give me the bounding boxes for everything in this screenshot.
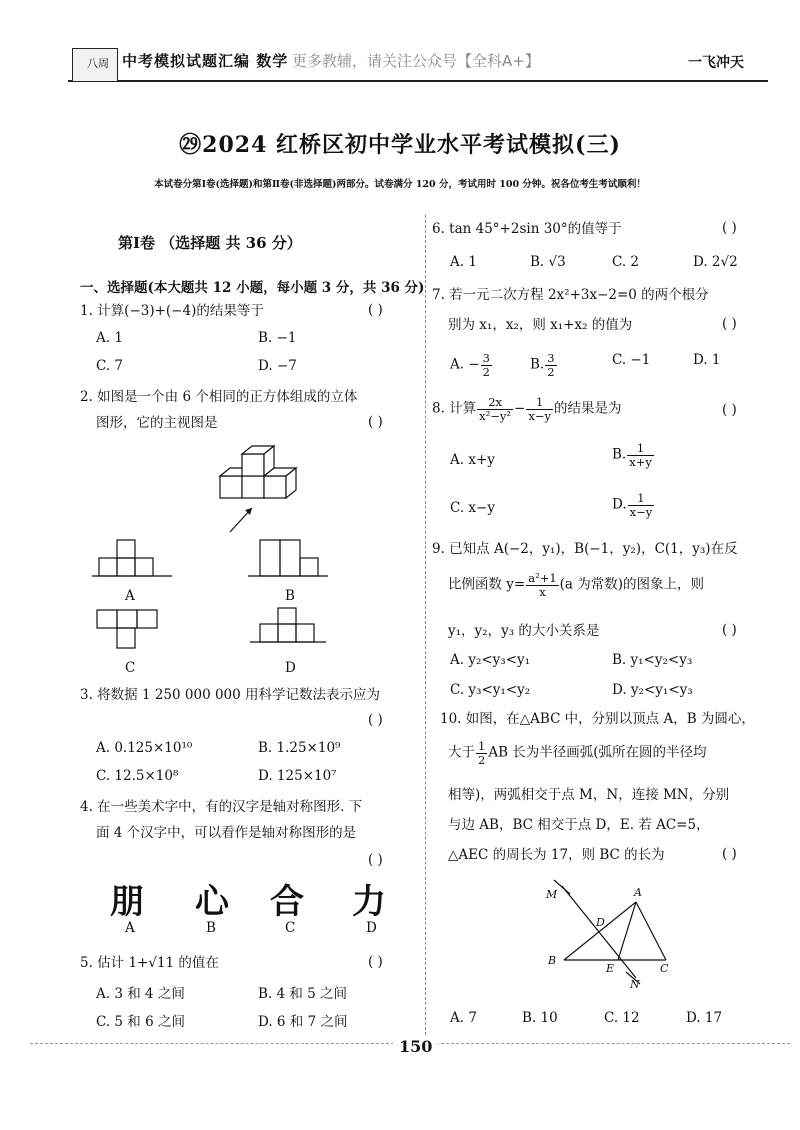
- q2-option-d-figure: [250, 606, 340, 656]
- point-m-label: M: [546, 888, 558, 901]
- q3-option-c: C. 12.5×10⁸: [96, 768, 179, 784]
- q1-option-d: D. −7: [258, 358, 297, 374]
- q9-stem2-prefix: 比例函数 y=: [448, 576, 526, 593]
- q8-d-fraction: [628, 492, 655, 518]
- header-series-title: 中考模拟试题汇编 数学: [122, 52, 289, 70]
- q8-f1-num: 2x: [477, 396, 513, 410]
- q8-b-prefix: B.: [612, 446, 627, 463]
- q6-option-c: C. 2: [612, 254, 640, 270]
- q7-a-den: 2: [482, 364, 490, 379]
- q5-stem: 5. 估计 1+√11 的值在: [80, 955, 219, 971]
- q3-option-b: B. 1.25×10⁹: [258, 740, 341, 756]
- header-brand: 一飞冲天: [688, 55, 744, 71]
- q1-bracket: ( ): [368, 302, 383, 318]
- page-number: 150: [393, 1037, 438, 1056]
- q10-f-num: 1: [478, 739, 486, 753]
- q2-option-a-figure: [92, 538, 182, 586]
- q8-option-d: [612, 492, 655, 518]
- q9-stem-line2: [448, 572, 704, 598]
- q2-label-a: A: [125, 588, 135, 604]
- q9-option-a: A. y₂<y₃<y₁: [450, 652, 531, 668]
- q10-stem2-suffix: AB 长为半径画弧(弧所在圆的半径均: [488, 744, 707, 761]
- q6-stem: 6. tan 45°+2sin 30°的值等于: [432, 221, 622, 237]
- q10-fraction: [476, 740, 487, 766]
- q9-option-b: B. y₁<y₂<y₃: [612, 652, 693, 668]
- q10-bracket: ( ): [722, 846, 737, 862]
- q10-stem-line1: 10. 如图，在△ABC 中，分别以顶点 A，B 为圆心，: [440, 711, 755, 727]
- q2-option-b-figure: [248, 538, 338, 586]
- header-promo: 更多教辅，请关注公众号【全科A+】: [292, 52, 540, 70]
- q10-stem-line5: △AEC 的周长为 17，则 BC 的长为: [448, 847, 665, 863]
- q8-b-den: x+y: [629, 454, 652, 469]
- q1-option-c: C. 7: [96, 358, 124, 374]
- q10-option-a: A. 7: [450, 1010, 477, 1026]
- q4-label-c: C: [285, 920, 296, 936]
- q7-option-c: C. −1: [612, 352, 651, 368]
- q8-b-num: 1: [627, 442, 654, 456]
- q10-option-d: D. 17: [686, 1010, 723, 1026]
- q8-prefix: 8. 计算: [432, 400, 477, 417]
- q4-char-c: 合: [270, 882, 304, 922]
- q7-a-num: 3: [482, 351, 490, 365]
- q8-bracket: ( ): [722, 402, 737, 418]
- q8-f2-num: 1: [526, 396, 553, 410]
- q8-b-fraction: [627, 442, 654, 468]
- q2-label-b: B: [285, 588, 295, 604]
- q2-cube-figure: [200, 436, 310, 536]
- q6-bracket: ( ): [722, 220, 737, 236]
- part1-heading: 第Ⅰ卷 （选择题 共 36 分）: [118, 234, 302, 252]
- q7-a-prefix: A. −: [450, 356, 480, 373]
- q9-f-num: a²+1: [528, 571, 557, 585]
- q10-stem-line4: 与边 AB，BC 相交于点 D，E. 若 AC=5，: [448, 817, 710, 833]
- q4-label-a: A: [125, 920, 135, 936]
- segment-ae: [618, 902, 636, 960]
- q4-char-b: 心: [195, 882, 229, 922]
- q5-bracket: ( ): [368, 954, 383, 970]
- q8-d-prefix: D.: [612, 496, 627, 513]
- point-a-label: A: [634, 886, 642, 899]
- q9-stem-line3: y₁，y₂，y₃ 的大小关系是: [448, 623, 600, 639]
- q4-stem-line2: 面 4 个汉字中，可以看作是轴对称图形的是: [96, 825, 357, 841]
- q10-f-den: 2: [478, 752, 486, 767]
- q7-b-prefix: B.: [530, 356, 545, 373]
- q1-option-b: B. −1: [258, 330, 297, 346]
- q4-char-a: 朋: [110, 882, 144, 922]
- q6-option-b: B. √3: [530, 254, 566, 270]
- q8-fraction2: [526, 396, 553, 422]
- q7-a-fraction: [481, 352, 492, 378]
- q8-suffix: 的结果是为: [553, 400, 622, 417]
- point-e-label: E: [606, 962, 615, 975]
- book-logo: [72, 48, 118, 82]
- q10-triangle-figure: [540, 872, 690, 992]
- segment-ba: [564, 902, 636, 960]
- q5-option-c: C. 5 和 6 之间: [96, 1014, 185, 1030]
- logo-text: 八周: [87, 57, 109, 70]
- q4-char-d: 力: [352, 882, 386, 922]
- segment-ac: [636, 902, 666, 960]
- q7-b-num: 3: [547, 351, 555, 365]
- q4-label-d: D: [366, 920, 377, 936]
- q3-bracket: ( ): [368, 712, 383, 728]
- q8-d-den: x−y: [629, 504, 653, 519]
- q3-stem: 3. 将数据 1 250 000 000 用科学记数法表示应为: [80, 687, 381, 703]
- q2-bracket: ( ): [368, 414, 383, 430]
- point-d-label: D: [596, 916, 605, 929]
- q2-label-d: D: [285, 660, 296, 676]
- q10-stem-line3: 相等)，两弧相交于点 M，N，连接 MN，分别: [448, 787, 730, 803]
- q7-bracket: ( ): [722, 316, 737, 332]
- q10-stem-line2: [448, 740, 707, 766]
- q5-option-b: B. 4 和 5 之间: [258, 986, 348, 1002]
- q10-stem2-prefix: 大于: [448, 744, 475, 761]
- q9-stem2-suffix: (a 为常数)的图象上，则: [559, 576, 705, 593]
- q8-option-b: [612, 442, 655, 468]
- q7-option-d: D. 1: [693, 352, 721, 368]
- q4-label-b: B: [206, 920, 216, 936]
- point-n-label: N: [630, 978, 640, 991]
- q2-stem-line2: 图形，它的主视图是: [96, 415, 218, 431]
- point-c-label: C: [660, 962, 669, 975]
- q2-stem-line1: 2. 如图是一个由 6 个相同的正方体组成的立体: [80, 389, 358, 405]
- q7-b-den: 2: [547, 364, 555, 379]
- q4-bracket: ( ): [368, 852, 383, 868]
- q9-bracket: ( ): [722, 622, 737, 638]
- q1-stem: 1. 计算(−3)+(−4)的结果等于: [80, 303, 264, 319]
- q9-f-den: x: [539, 584, 546, 599]
- q7-option-a: [450, 352, 493, 378]
- q8-f1-den: x²−y²: [479, 408, 512, 423]
- exam-instructions: 本试卷分第Ⅰ卷(选择题)和第Ⅱ卷(非选择题)两部分。试卷满分 120 分，考试用时 100 分钟。祝各位考生考试顺利！: [154, 179, 646, 190]
- q10-option-c: C. 12: [604, 1010, 640, 1026]
- q8-f2-den: x−y: [528, 408, 551, 423]
- q3-option-a: A. 0.125×10¹⁰: [96, 740, 193, 756]
- q8-fraction1: [477, 396, 513, 422]
- q8-d-num: 1: [628, 492, 655, 506]
- q9-option-d: D. y₂<y₁<y₃: [612, 682, 693, 698]
- q7-b-fraction: [545, 352, 556, 378]
- line-mn: [562, 886, 636, 978]
- q7-stem-line2: 别为 x₁，x₂，则 x₁+x₂ 的值为: [448, 317, 633, 333]
- q9-fraction: [526, 572, 558, 598]
- q7-stem-line1: 7. 若一元二次方程 2x²+3x−2=0 的两个根分: [432, 287, 709, 303]
- q2-label-c: C: [125, 660, 136, 676]
- q6-option-a: A. 1: [450, 254, 477, 270]
- point-b-label: B: [548, 954, 557, 967]
- q8-stem: [432, 396, 621, 422]
- q8-option-a: A. x+y: [450, 452, 495, 468]
- q5-option-a: A. 3 和 4 之间: [96, 986, 185, 1002]
- column-divider: [425, 215, 426, 1035]
- q10-option-b: B. 10: [522, 1010, 558, 1026]
- q4-stem-line1: 4. 在一些美术字中，有的汉字是轴对称图形. 下: [80, 799, 363, 815]
- exam-title: ㉙2024 红桥区初中学业水平考试模拟(三): [179, 132, 621, 158]
- q7-option-b: [530, 352, 558, 378]
- q8-minus: −: [514, 400, 526, 417]
- q9-stem-line1: 9. 已知点 A(−2，y₁)，B(−1，y₂)，C(1，y₃)在反: [432, 541, 738, 557]
- q2-option-c-figure: [92, 606, 182, 654]
- q1-option-a: A. 1: [96, 330, 123, 346]
- section1-heading: 一、选择题(本大题共 12 小题，每小题 3 分，共 36 分): [80, 280, 425, 296]
- q8-option-c: C. x−y: [450, 500, 495, 516]
- q3-option-d: D. 125×10⁷: [258, 768, 337, 784]
- q9-option-c: C. y₃<y₁<y₂: [450, 682, 531, 698]
- q6-option-d: D. 2√2: [693, 254, 738, 270]
- q5-option-d: D. 6 和 7 之间: [258, 1014, 348, 1030]
